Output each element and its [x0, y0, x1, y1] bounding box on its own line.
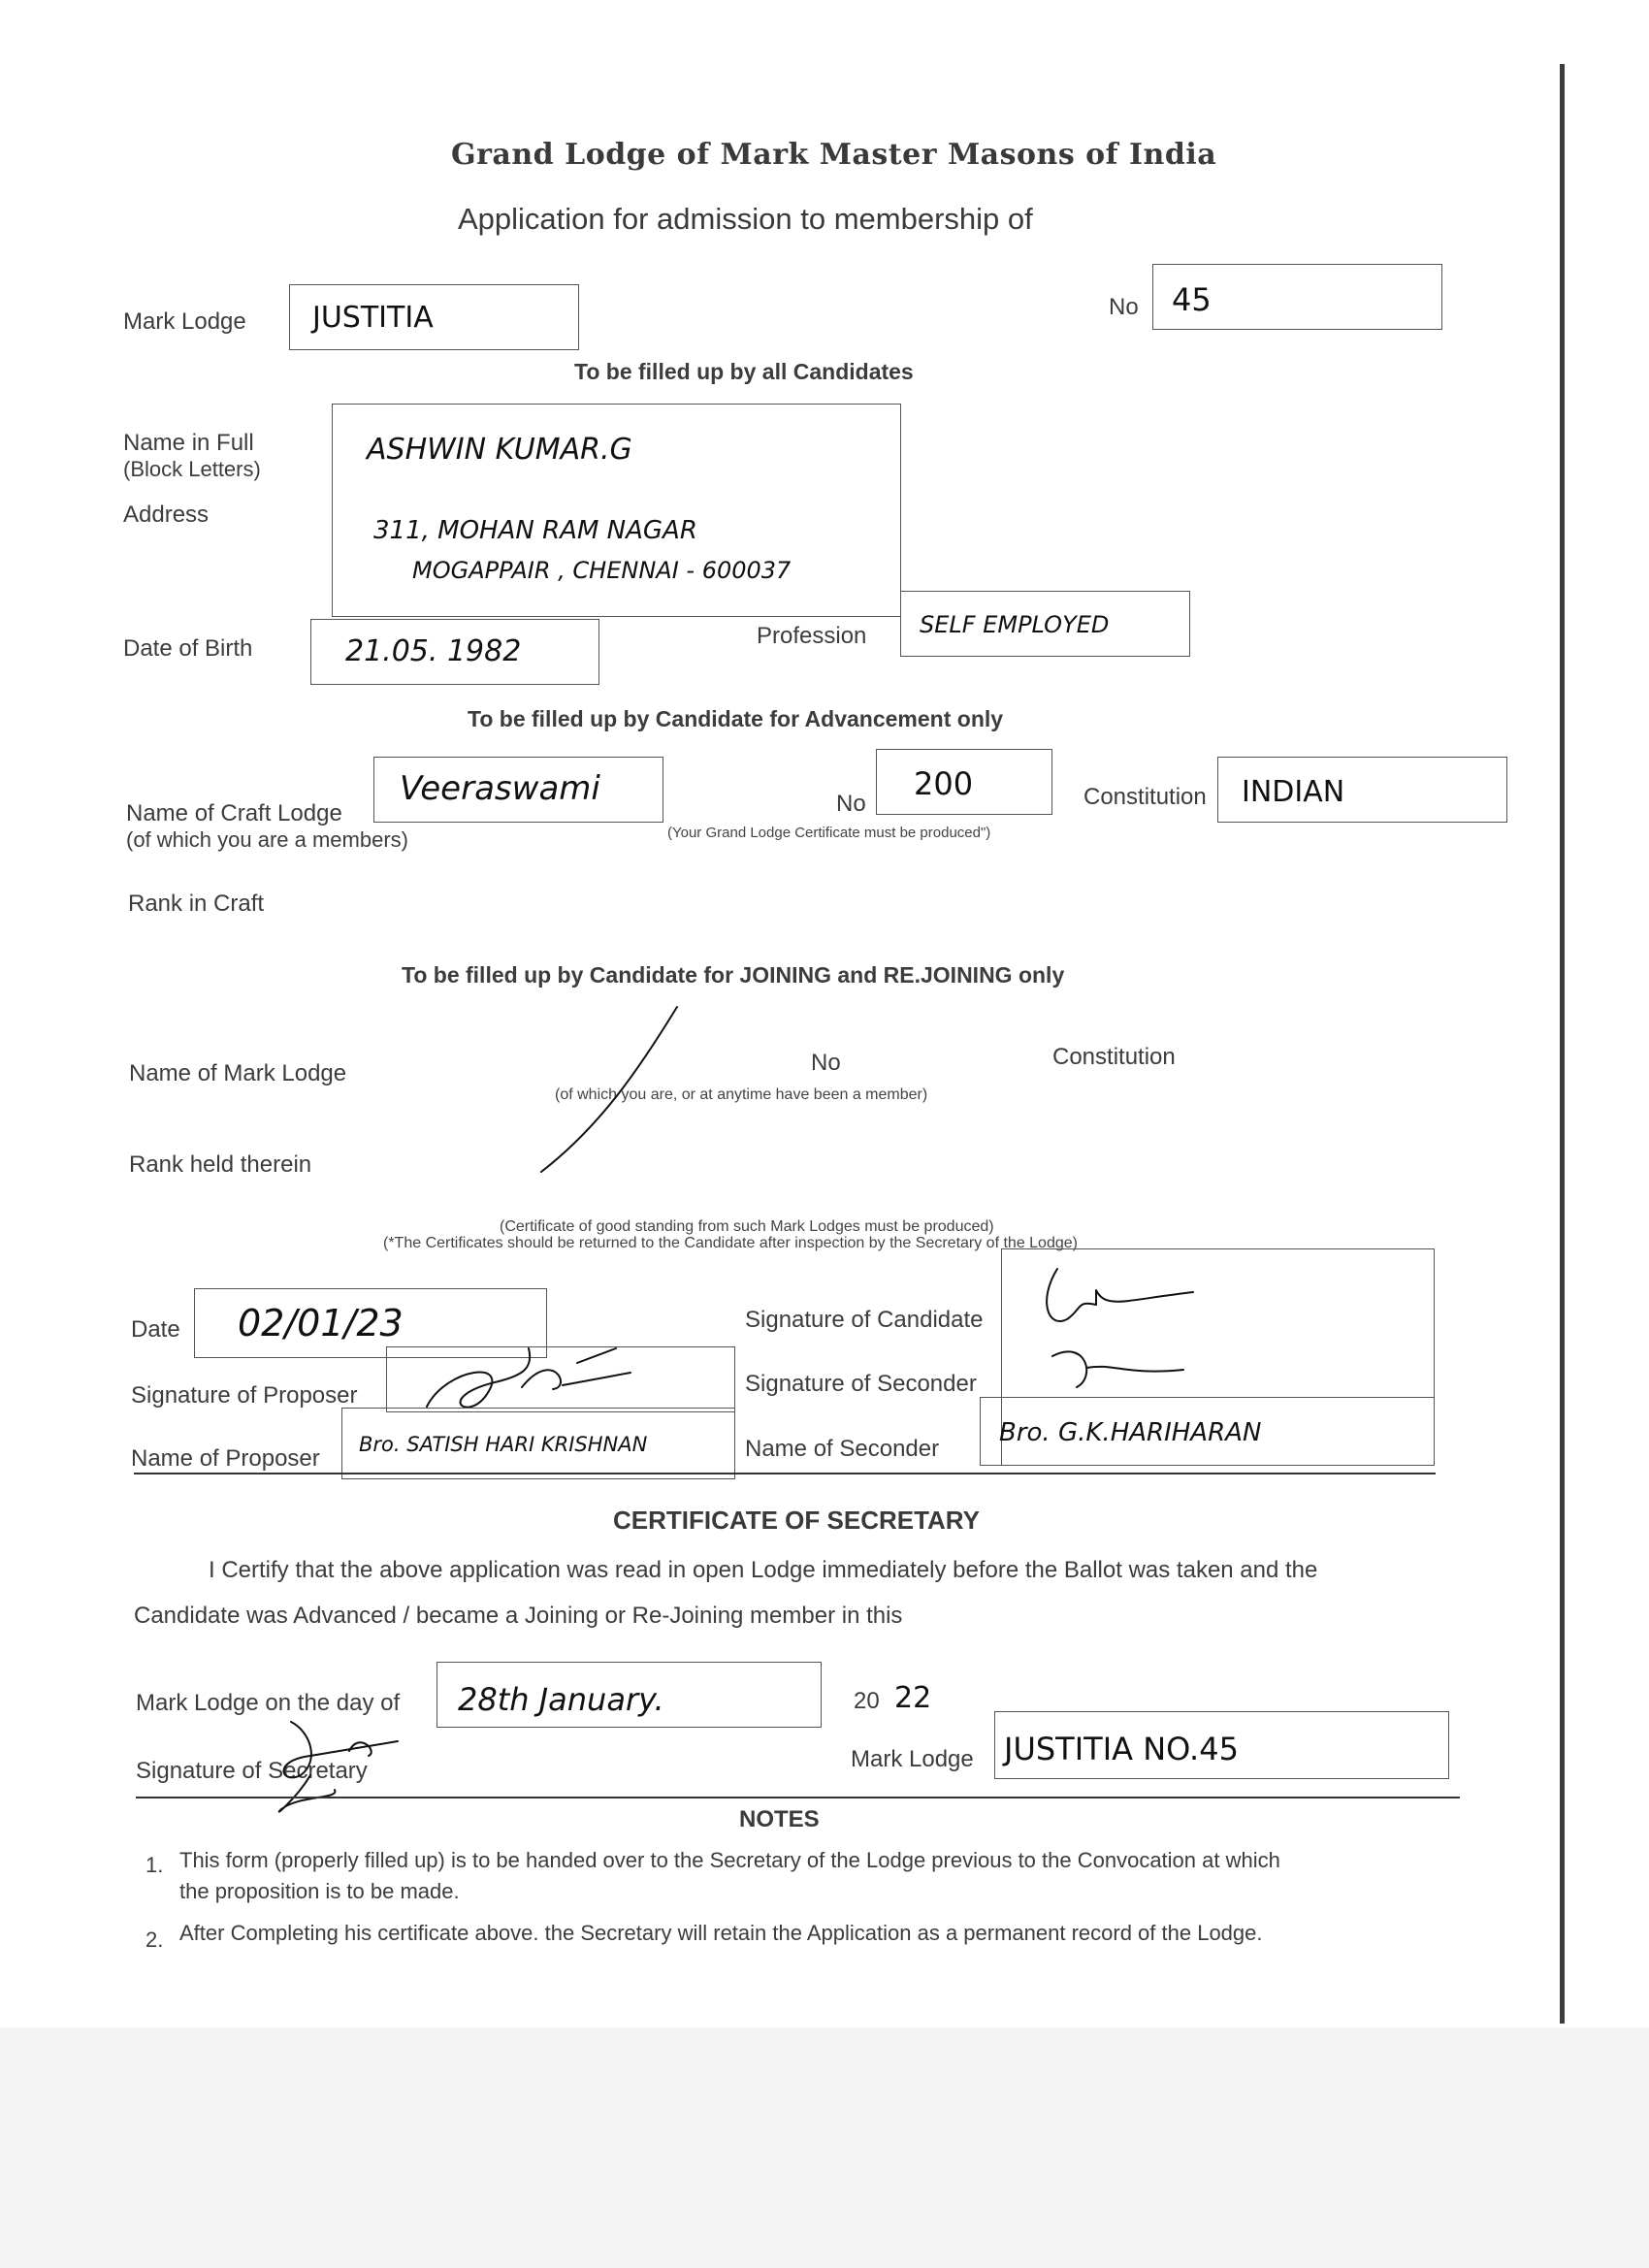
- section-all-candidates-heading: To be filled up by all Candidates: [574, 359, 914, 384]
- name-in-full-label: Name in Full: [123, 430, 254, 456]
- certificate-text-line1: I Certify that the above application was read in open Lodge immediately before the Ballot was taken and the: [209, 1557, 1318, 1583]
- secretary-mark-lodge-value: JUSTITIA NO.45: [1004, 1731, 1239, 1767]
- day-value: 28th January.: [458, 1681, 664, 1718]
- notes-heading: NOTES: [739, 1806, 820, 1832]
- craft-lodge-sublabel: (of which you are a members): [126, 827, 408, 852]
- block-letters-label: (Block Letters): [123, 457, 261, 481]
- note-1-line2: the proposition is to be made.: [179, 1879, 460, 1903]
- grand-lodge-cert-note: (Your Grand Lodge Certificate must be produced"): [667, 825, 991, 841]
- scan-margin: [0, 2027, 1649, 2268]
- date-label: Date: [131, 1316, 180, 1343]
- joining-no-label: No: [811, 1050, 841, 1076]
- dob-value: 21.05. 1982: [345, 634, 522, 668]
- address-line-1: 311, MOHAN RAM NAGAR: [373, 516, 697, 545]
- address-label: Address: [123, 502, 210, 528]
- section-joining-heading: To be filled up by Candidate for JOINING and RE.JOINING only: [402, 962, 1065, 988]
- year-prefix: 20: [854, 1688, 880, 1714]
- profession-label: Profession: [757, 623, 867, 649]
- strike-through-mark: [524, 999, 698, 1183]
- name-proposer-label: Name of Proposer: [131, 1445, 320, 1472]
- section-divider: [134, 1473, 1436, 1474]
- certificates-returned-note: (*The Certificates should be returned to the Candidate after inspection by the Secretary of the Lodge): [383, 1235, 1078, 1251]
- mark-lodge-label: Mark Lodge: [123, 308, 246, 335]
- notes-divider: [136, 1797, 1460, 1798]
- secretary-signature: [252, 1693, 446, 1829]
- name-seconder-value: Bro. G.K.HARIHARAN: [999, 1418, 1262, 1447]
- year-value: 22: [894, 1681, 932, 1715]
- note-1-number: 1.: [146, 1853, 164, 1877]
- mark-lodge-no-label: No: [1109, 294, 1139, 320]
- name-seconder-label: Name of Seconder: [745, 1436, 940, 1462]
- profession-value: SELF EMPLOYED: [920, 611, 1110, 638]
- sig-candidate-label: Signature of Candidate: [745, 1307, 984, 1333]
- joining-constitution-label: Constitution: [1052, 1044, 1176, 1070]
- certificate-heading: CERTIFICATE OF SECRETARY: [613, 1506, 980, 1535]
- mark-lodge-no-value: 45: [1172, 281, 1212, 318]
- craft-no-value: 200: [914, 765, 974, 802]
- rank-held-label: Rank held therein: [129, 1151, 312, 1178]
- good-standing-note: (Certificate of good standing from such Mark Lodges must be produced): [500, 1218, 994, 1235]
- certificate-text-line2: Candidate was Advanced / became a Joining or Re-Joining member in this: [134, 1603, 903, 1629]
- candidate-signature: [1028, 1261, 1222, 1397]
- mark-lodge-value: JUSTITIA: [312, 301, 434, 335]
- joining-mark-lodge-label: Name of Mark Lodge: [129, 1060, 347, 1086]
- address-line-2: MOGAPPAIR , CHENNAI - 600037: [412, 557, 792, 584]
- name-value: ASHWIN KUMAR.G: [367, 433, 632, 467]
- note-2-line1: After Completing his certificate above. the Secretary will retain the Application as a permanent record of the Lodge.: [179, 1921, 1263, 1945]
- section-advancement-heading: To be filled up by Candidate for Advancement only: [468, 706, 1004, 731]
- craft-lodge-value: Veeraswami: [400, 769, 600, 808]
- note-1-line1: This form (properly filled up) is to be handed over to the Secretary of the Lodge previous to the Convocation at which: [179, 1848, 1280, 1872]
- constitution-label: Constitution: [1083, 784, 1207, 810]
- constitution-value: INDIAN: [1242, 775, 1345, 809]
- page-edge: [1560, 64, 1565, 2024]
- craft-no-label: No: [836, 791, 866, 817]
- grand-lodge-title: Grand Lodge of Mark Master Masons of India: [451, 138, 1217, 172]
- secretary-mark-lodge-label: Mark Lodge: [851, 1746, 974, 1772]
- sig-secretary-label: Signature of Secretary: [136, 1758, 368, 1784]
- dob-label: Date of Birth: [123, 635, 253, 662]
- note-2-number: 2.: [146, 1928, 164, 1952]
- member-note: (of which you are, or at anytime have been a member): [555, 1086, 928, 1103]
- sig-seconder-label: Signature of Seconder: [745, 1371, 977, 1397]
- name-proposer-value: Bro. SATISH HARI KRISHNAN: [359, 1433, 648, 1456]
- date-value: 02/01/23: [238, 1302, 404, 1345]
- sig-proposer-label: Signature of Proposer: [131, 1382, 358, 1409]
- application-title: Application for admission to membership of: [458, 202, 1033, 236]
- craft-lodge-label: Name of Craft Lodge: [126, 800, 342, 826]
- day-label: Mark Lodge on the day of: [136, 1690, 401, 1716]
- rank-in-craft-label: Rank in Craft: [128, 891, 265, 917]
